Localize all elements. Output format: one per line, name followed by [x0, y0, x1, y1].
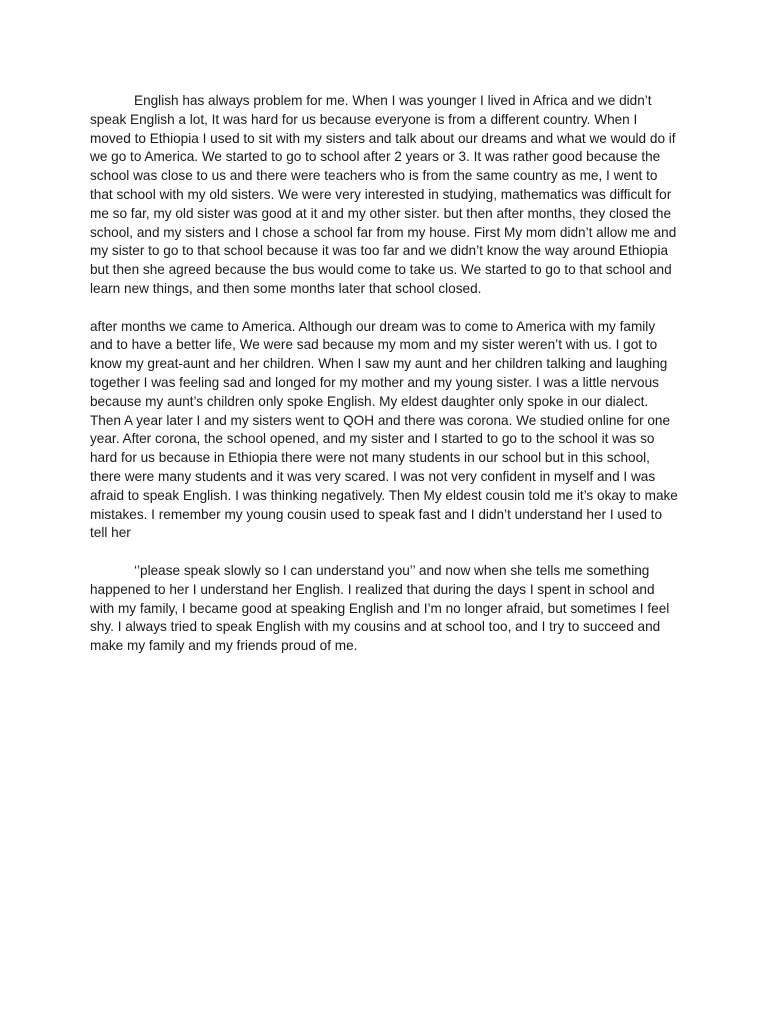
paragraph-1: English has always problem for me. When I was younger I lived in Africa and we didn’t speak English a lot, It was hard for us because everyone is from a different country. When I moved to Ethiopia I used to sit with my sisters and talk about our dreams and what we would do if we go to America. We started to go to school after 2 years or 3. It was rather good because the school was close to us and there were teachers who is from the same country as me, I went to that school with my old sisters. We were very interested in studying, mathematics was difficult for me so far, my old sister was good at it and my other sister. but then after months, they closed the school, and my sisters and I chose a school far from my house. First My mom didn’t allow me and my sister to go to that school because it was too far and we didn’t know the way around Ethiopia but then she agreed because the bus would come to take us. We started to go to that school and learn new things, and then some months later that school closed.: [90, 93, 677, 296]
paragraph-2: after months we came to America. Although our dream was to come to America with my family and to have a better life, We were sad because my mom and my sister weren’t with us. I got to know my great-aunt and her children. When I saw my aunt and her children talking and laughing together I was feeling sad and longed for my mother and my young sister. I was a little nervous because my aunt’s children only spoke English. My eldest daughter only spoke in our dialect. Then A year later I and my sisters went to QOH and there was corona. We studied online for one year. After corona, the school opened, and my sister and I started to go to the school it was so hard for us because in Ethiopia there were not many students in our school but in this school, there were many students and it was very scared. I was not very confident in myself and I was afraid to speak English. I was thinking negatively. Then My eldest cousin told me it’s okay to make mistakes. I remember my young cousin used to speak fast and I didn’t understand her I used to tell her: [90, 318, 678, 541]
paragraph-3: ‘’please speak slowly so I can understand you’’ and now when she tells me something happened to her I understand her English. I realized that during the days I spent in school and with my family, I became good at speaking English and I’m no longer afraid, but sometimes I feel shy. I always tried to speak English with my cousins and at school too, and I try to succeed and make my family and my friends proud of me.: [90, 562, 670, 654]
document-body: [90, 92, 678, 675]
